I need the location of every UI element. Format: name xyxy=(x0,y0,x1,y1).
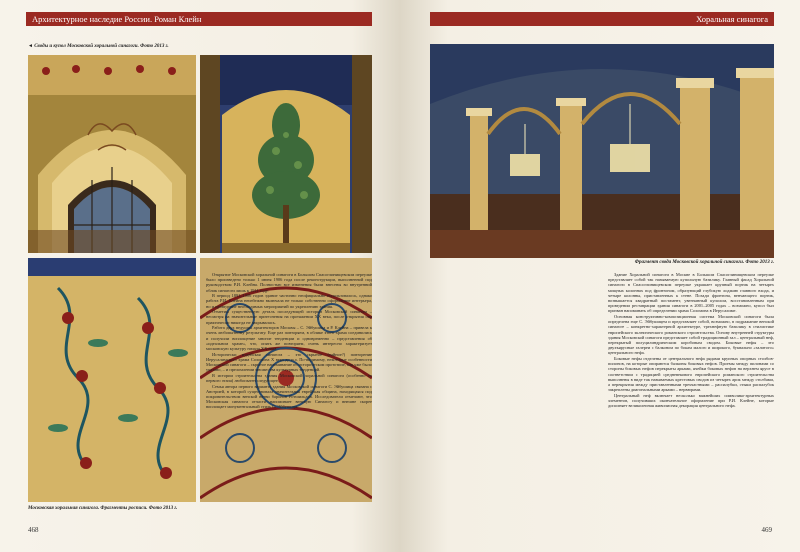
paragraph: Центральный неф включает несколько важнейших символико-архитектурных элементов, получивших окончательное оформление при Р.И. Клейне, которые дополняет великолепная живописная декорация центрального нефа. xyxy=(608,392,774,409)
paragraph: Боковые нефы отделены от центрального нефа рядами крупных опорных столбов-пилонов, на которые опираются балконы боковых нефов. Проемы между пилонами со стороны боковых нефов перекрыты арками, ячейки боковых нефов на верхнем ярусе в соответствии с традицией средневекового европейского романского строительства выполнены в виде так называемых крестовых сводов из четырех арок между столбами, а перекрытия между приставленными трехчастными – распалубки, стыки распалубок закреплены диагональными арками – нервюрами. xyxy=(608,356,774,393)
photo-arch-window xyxy=(28,55,196,253)
paragraph: Семья автора первого варианта здания Московской синагоги С. Эйбушица связана с Австрией, в которой существовала значительная еврейская община, находящаяся под покровительством венской ветви баронов Ротшильдов. Исследователи отмечают, что Московская синагога отчасти напоминает венскую Синагогу и внешне скорее воплощает монументальный стиль С. Эйбушица. xyxy=(206,383,372,410)
paragraph: Основная конструктивно-композиционная система Московской синагоги была определена еще С. Эйбушицем и представляет собой, возможно, в подражание венской синагоге – конкретно-характерной архитектуре, трехнефную базилику в стилистике европейского эклектического романского строительства. Основу внутренней структуры здания Московской синагоги представляет собой традиционный зал – центральный неф, перекрытый полуцилиндрическим коробовым сводом. Боковые нефы – это двухъярусные галереи с балконом по бокам малого и широкого, буквально «залитого» центрального нефа. xyxy=(608,314,774,356)
photo-caption-right: Фрагмент свода Московской хоральной синагоги. Фото 2013 г. xyxy=(634,260,774,265)
photo-floral-ornament xyxy=(28,258,196,502)
paragraph: Отметим существенную деталь последующей истории Московской синагоги – несмотря на значительные притеснения на протяжении XX века, после открытия она практически никогда не закрывалась. xyxy=(206,309,372,325)
running-head-left: Архитектурное наследие России. Роман Клейн xyxy=(26,12,372,26)
running-head-right: Хоральная синагога xyxy=(430,12,774,26)
photo-tree-mosaic xyxy=(200,55,372,253)
bottom-caption: Московская хоральная синагога. Фрагменты росписи. Фото 2013 г. xyxy=(28,506,178,511)
paragraph: В истории строительства здания Московской хоральной синагоги (особенно ее первого этапа) любопытен следующее. xyxy=(206,372,372,384)
paragraph: Здание Хоральной синагоги в Москве в Большом Спасоглинищевском переулке представляет собой так называемую купольную базилику. Главный фасад Хоральной синагоги в Спасоглинищевском переулке украшает крупный портик на четырех мощных колоннах под фронтоном, образующий глубокую лоджию главного входа, и четыре колонны, приставленных к стене. Позади фронтона, венчающего портик, возвышается квадратный постамент, увенчанный куполом, восстановленным при проведении реставрации здания синагоги в 2001–2005 годах – возможно, купол был призван напоминать об определении храма Соломона в Иерусалиме. xyxy=(608,272,774,314)
paragraph: В период 1891–1906 годов здание частично неофициально использовалось, однако работа Р.И. Клейна неизбежно включала не только собственно оформление интерьера, но и проведение необходимых мероприятий по укреплению здания. xyxy=(206,293,372,309)
paragraph: Открытие Московской хоральной синагоги в Большом Спасоглинищевском переулке было произведено только 1 июня 1906 года после реконструкции, выполненной под руководством Р.И. Клейна. Полностью все изменения были внесены во внутренний облик синагоги лишь к 1911 году. xyxy=(206,272,372,293)
photo-interior-nave xyxy=(430,44,774,258)
page-number-right: 469 xyxy=(761,526,772,534)
top-caption: ◄ Своды и купол Московской хоральной синагоги. Фото 2013 г. xyxy=(28,44,169,49)
paragraph: Работа двух ведущих архитекторов Москвы – С. Эйбушица и Р. Клейна – привела к очень любопытному результату. Еще раз повторяем, в облике этого храма соединились и получили воплощение многие тенденции и одновременно – представления об «идеальном храме», что, опять же повторяем, очень интересно характеризует московскую культуру начала XX века. xyxy=(206,325,372,352)
text-column-1 xyxy=(206,272,372,504)
paragraph: Исторически иудейская синагога – это скрытое (тайное?) повторение Иерусалимского храма Соломона X века до н.э. По-видимому, некоторые особенности Московской синагоги – скрытое напоминание об историческом прототипе, как уже было указано, – и преломлении множества культурных тенденций. xyxy=(206,351,372,373)
page-number-left: 468 xyxy=(28,526,39,534)
text-column-2 xyxy=(608,272,774,504)
